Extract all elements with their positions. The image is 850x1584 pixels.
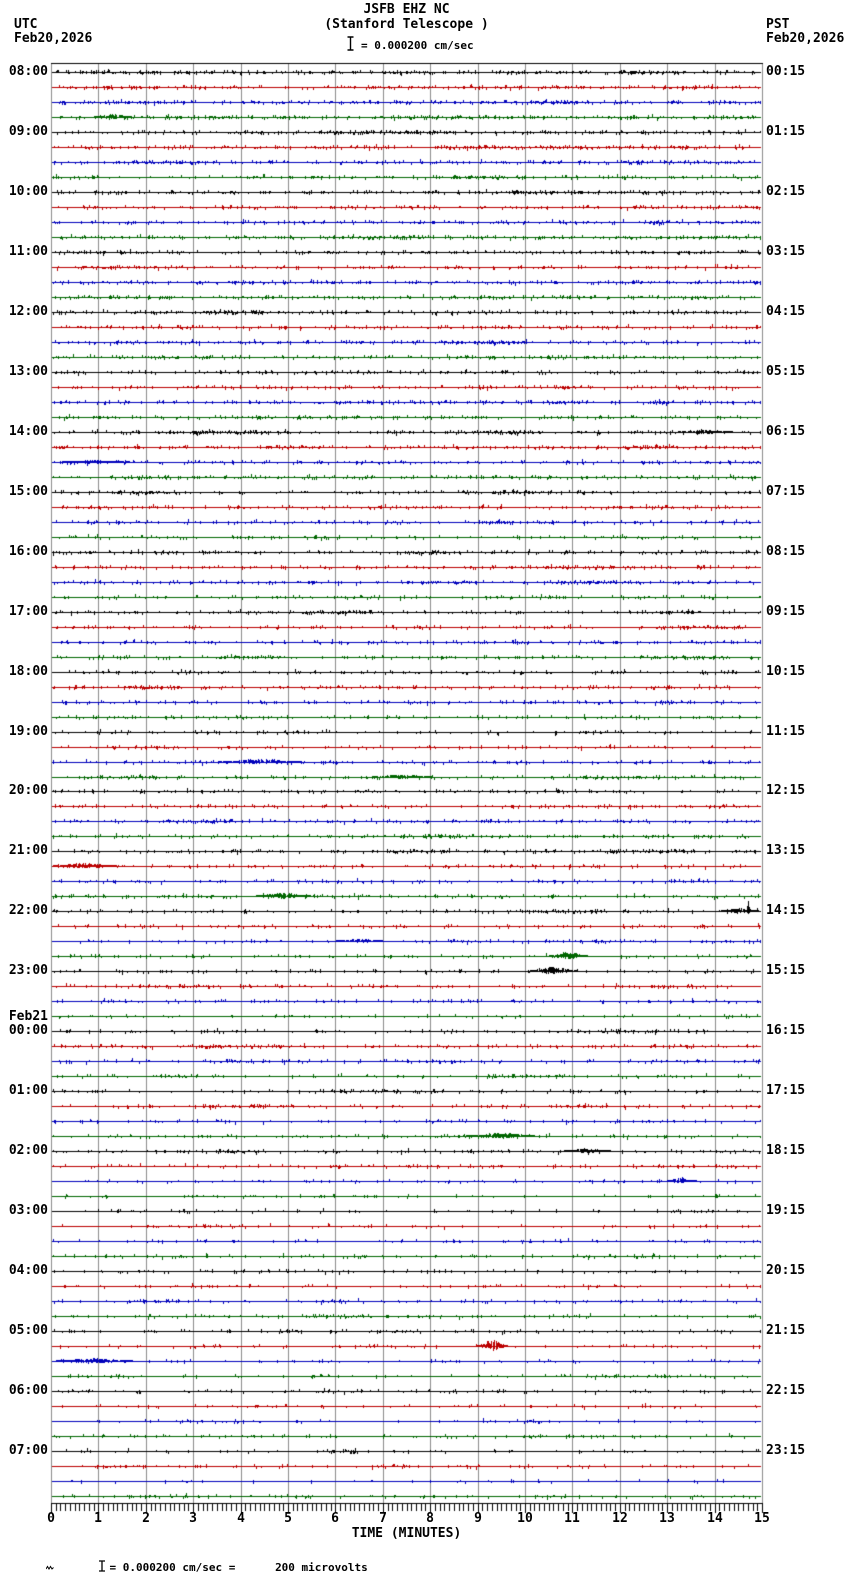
x-tick-label: 1 [94, 1511, 102, 1526]
right-hour-label: 23:15 [766, 1443, 806, 1458]
footer-scale-note [6, 1547, 368, 1584]
right-hour-label: 17:15 [766, 1083, 806, 1098]
right-hour-label: 05:15 [766, 364, 806, 379]
x-tick-label: 13 [659, 1511, 675, 1526]
left-hour-label: 10:00 [8, 184, 48, 199]
page-title: JSFB EHZ NC [363, 2, 450, 17]
right-hour-label: 13:15 [766, 843, 806, 858]
x-tick-label: 11 [564, 1511, 580, 1526]
x-tick-label: 8 [426, 1511, 434, 1526]
left-hour-label: 20:00 [8, 783, 48, 798]
left-hour-label: 00:00 [8, 1023, 48, 1038]
right-hour-label: 15:15 [766, 963, 806, 978]
x-tick-label: 9 [474, 1511, 482, 1526]
x-tick-label: 14 [707, 1511, 723, 1526]
x-tick-label: 0 [47, 1511, 55, 1526]
left-hour-label: 16:00 [8, 544, 48, 559]
right-hour-label: 22:15 [766, 1383, 806, 1398]
right-hour-label: 21:15 [766, 1323, 806, 1338]
right-hour-label: 04:15 [766, 304, 806, 319]
left-hour-label: 08:00 [8, 64, 48, 79]
x-tick-label: 3 [189, 1511, 197, 1526]
right-hour-label: 16:15 [766, 1023, 806, 1038]
left-date-break-label: Feb21 [8, 1009, 48, 1024]
right-hour-label: 01:15 [766, 124, 806, 139]
right-hour-label: 03:15 [766, 244, 806, 259]
microseism-glyph-icon [6, 1548, 54, 1584]
right-hour-label: 11:15 [766, 724, 806, 739]
right-hour-label: 18:15 [766, 1143, 806, 1158]
left-hour-label: 13:00 [8, 364, 48, 379]
right-hour-label: 10:15 [766, 664, 806, 679]
x-tick-label: 5 [284, 1511, 292, 1526]
left-hour-label: 21:00 [8, 843, 48, 858]
right-hour-label: 06:15 [766, 424, 806, 439]
left-date-label: Feb20,2026 [14, 31, 93, 46]
right-hour-label: 00:15 [766, 64, 806, 79]
left-hour-label: 06:00 [8, 1383, 48, 1398]
right-date-label: Feb20,2026 [766, 31, 845, 46]
scale-bar-small-icon [58, 1547, 106, 1584]
page-subtitle: (Stanford Telescope ) [324, 17, 489, 32]
right-hour-label: 09:15 [766, 604, 806, 619]
left-hour-label: 07:00 [8, 1443, 48, 1458]
left-hour-label: 02:00 [8, 1143, 48, 1158]
left-hour-label: 23:00 [8, 963, 48, 978]
left-hour-label: 14:00 [8, 424, 48, 439]
x-tick-label: 4 [237, 1511, 245, 1526]
x-tick-label: 15 [754, 1511, 770, 1526]
right-hour-label: 12:15 [766, 783, 806, 798]
x-tick-label: 7 [379, 1511, 387, 1526]
right-hour-label: 02:15 [766, 184, 806, 199]
right-hour-label: 08:15 [766, 544, 806, 559]
right-hour-label: 14:15 [766, 903, 806, 918]
scale-text: = 0.000200 cm/sec [361, 38, 474, 52]
left-hour-label: 22:00 [8, 903, 48, 918]
left-hour-label: 09:00 [8, 124, 48, 139]
left-hour-label: 05:00 [8, 1323, 48, 1338]
left-hour-label: 15:00 [8, 484, 48, 499]
amplitude-scale [346, 36, 474, 54]
left-hour-label: 17:00 [8, 604, 48, 619]
x-tick-label: 2 [142, 1511, 150, 1526]
x-tick-label: 12 [612, 1511, 628, 1526]
right-hour-label: 20:15 [766, 1263, 806, 1278]
left-hour-label: 18:00 [8, 664, 48, 679]
right-hour-label: 07:15 [766, 484, 806, 499]
right-timezone-label: PST [766, 17, 790, 32]
left-hour-label: 03:00 [8, 1203, 48, 1218]
x-tick-label: 10 [517, 1511, 533, 1526]
left-hour-label: 11:00 [8, 244, 48, 259]
footer-scale-text: = 0.000200 cm/sec = 200 microvolts [109, 1561, 368, 1574]
left-timezone-label: UTC [14, 17, 38, 32]
left-hour-label: 01:00 [8, 1083, 48, 1098]
left-hour-label: 04:00 [8, 1263, 48, 1278]
x-axis-title: TIME (MINUTES) [351, 1526, 462, 1541]
scale-bar-icon [346, 36, 355, 54]
left-hour-label: 19:00 [8, 724, 48, 739]
left-hour-label: 12:00 [8, 304, 48, 319]
x-tick-label: 6 [331, 1511, 339, 1526]
right-hour-label: 19:15 [766, 1203, 806, 1218]
